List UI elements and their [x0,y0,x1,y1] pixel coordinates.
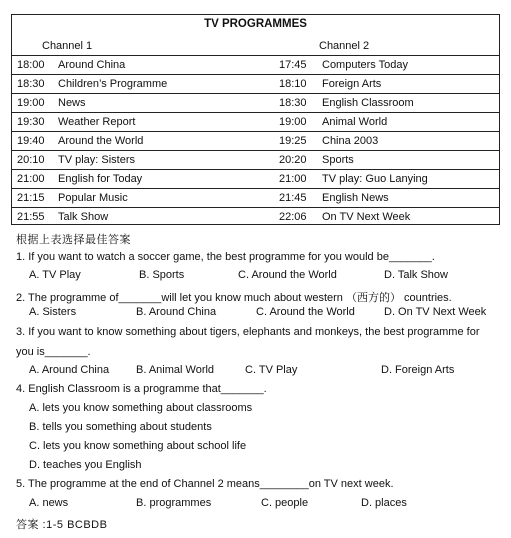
ch2-time: 18:30 [279,97,307,109]
q1-option-c: C. Around the World [238,269,337,281]
ch2-programme: Computers Today [322,59,409,71]
ch1-time: 18:00 [17,59,45,71]
channel-2-header: Channel 2 [319,40,370,52]
q4-option-c: C. lets you know something about school life [29,440,247,452]
ch1-programme: News [58,97,86,109]
ch1-time: 21:55 [17,211,45,223]
ch1-programme: Talk Show [58,211,109,223]
ch2-programme: Sports [322,154,354,166]
ch1-time: 18:30 [17,78,45,90]
q2-option-d: D. On TV Next Week [384,306,487,318]
tv-programmes-table [11,14,500,225]
ch1-programme: Children’s Programme [58,78,168,90]
ch1-time: 21:00 [17,173,45,185]
ch2-programme: English Classroom [322,97,414,109]
question-3: 3. If you want to know something about tigers, elephants and monkeys, the best programme for [16,326,480,338]
ch2-time: 19:00 [279,116,307,128]
q3-option-b: B. Animal World [136,364,215,376]
ch2-programme: China 2003 [322,135,379,147]
ch1-programme: English for Today [58,173,143,185]
channel-1-header: Channel 1 [42,40,93,52]
q4-option-d: D. teaches you English [29,459,142,471]
table-title: TV PROGRAMMES [204,18,307,30]
ch1-time: 19:40 [17,135,45,147]
ch2-programme: English News [322,192,389,204]
q4-option-a: A. lets you know something about classrooms [29,402,253,414]
q5-option-a: A. news [29,497,69,509]
question-5: 5. The programme at the end of Channel 2 means________on TV next week. [16,478,394,490]
table-row [12,188,499,207]
ch2-time: 22:06 [279,211,307,223]
table-row [12,131,499,150]
q2-option-a: A. Sisters [29,306,77,318]
question-2: 2. The programme of_______will let you know much about western （西方的） countries. [16,292,452,304]
table-row [12,55,499,74]
ch1-programme: Around the World [58,135,144,147]
ch1-programme: Around China [58,59,126,71]
table-row [12,150,499,169]
ch1-programme: Popular Music [58,192,128,204]
ch2-time: 19:25 [279,135,307,147]
ch1-programme: TV play: Sisters [58,154,136,166]
table-row [12,93,499,112]
q2-option-c: C. Around the World [256,306,355,318]
question-1: 1. If you want to watch a soccer game, the best programme for you would be_______. [16,251,435,263]
answer-key: 答案 :1-5 BCBDB [16,519,108,531]
ch2-time: 20:20 [279,154,307,166]
q3-option-a: A. Around China [29,364,110,376]
q3-option-d: D. Foreign Arts [381,364,455,376]
table-row [12,169,499,188]
ch1-time: 19:00 [17,97,45,109]
ch1-time: 19:30 [17,116,45,128]
question-4: 4. English Classroom is a programme that_______. [16,383,267,395]
ch2-time: 18:10 [279,78,307,90]
table-row [12,112,499,131]
q1-option-d: D. Talk Show [384,269,448,281]
ch2-programme: Animal World [322,116,388,128]
ch2-time: 17:45 [279,59,307,71]
ch1-time: 20:10 [17,154,45,166]
q5-option-b: B. programmes [136,497,212,509]
question-3-continued: you is_______. [16,346,91,358]
ch2-time: 21:45 [279,192,307,204]
ch1-programme: Weather Report [58,116,136,128]
ch2-time: 21:00 [279,173,307,185]
q2-option-b: B. Around China [136,306,217,318]
ch2-programme: Foreign Arts [322,78,382,90]
table-row [12,207,499,226]
q3-option-c: C. TV Play [245,364,298,376]
q1-option-a: A. TV Play [29,269,81,281]
instruction: 根据上表选择最佳答案 [16,234,131,246]
table-row [12,74,499,93]
q5-option-d: D. places [361,497,407,509]
q1-option-b: B. Sports [139,269,185,281]
ch2-programme: TV play: Guo Lanying [322,173,428,185]
q5-option-c: C. people [261,497,309,509]
ch2-programme: On TV Next Week [322,211,411,223]
q4-option-b: B. tells you something about students [29,421,212,433]
ch1-time: 21:15 [17,192,45,204]
